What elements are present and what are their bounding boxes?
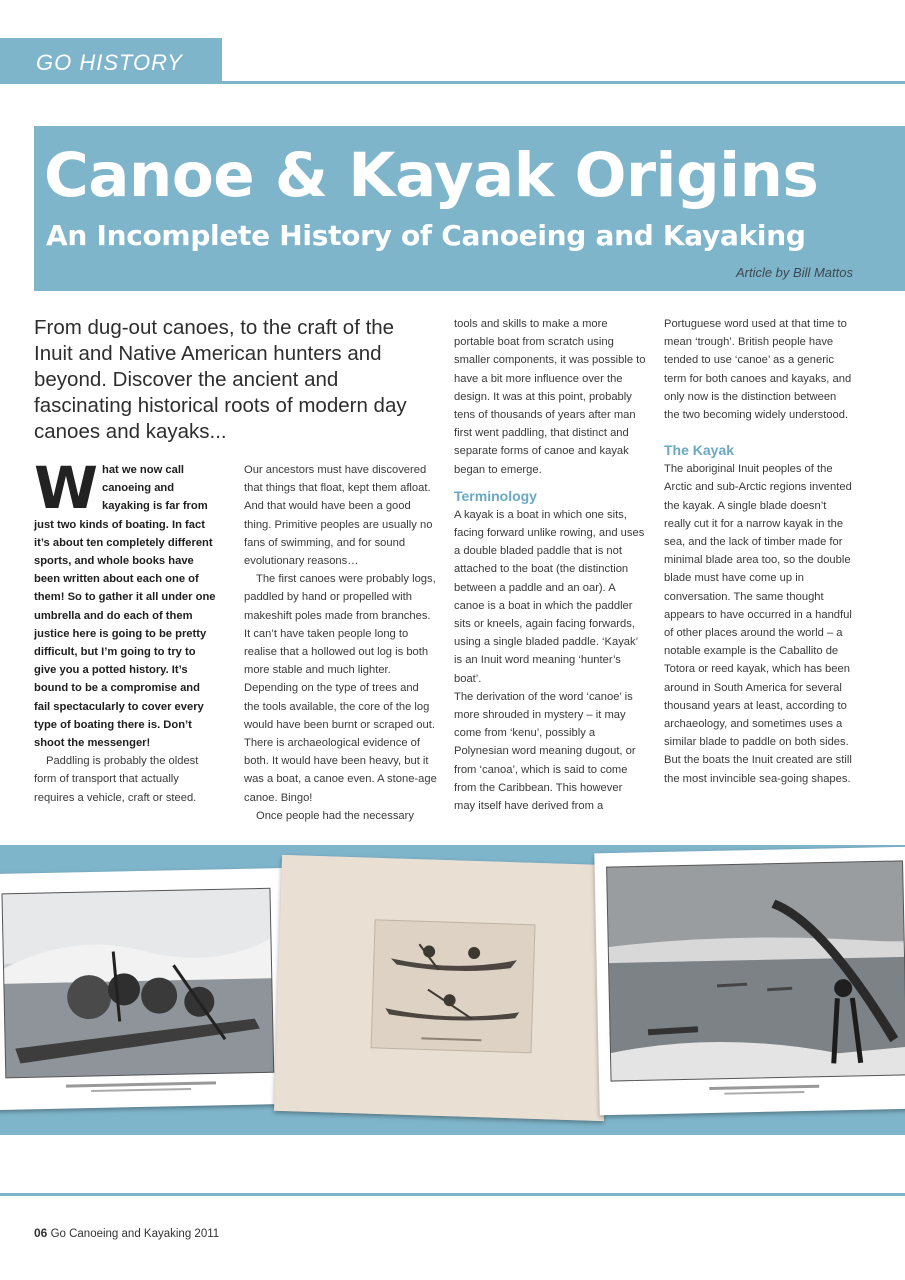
engraving-canoes (274, 855, 612, 1121)
publication-year: 2011 (194, 1228, 220, 1240)
body-paragraph: The derivation of the word ‘canoe’ is more shrouded in mystery – it may come from ‘kenu’, possibly a Polynesian word meaning dugout, or from ‘canoa’, which is said to come from the Caribbean. This however may itself have derived from a (454, 690, 636, 813)
drop-cap: W (34, 454, 98, 522)
intro-paragraph (34, 454, 217, 752)
column-2 (244, 461, 437, 825)
body-paragraph: Paddling is probably the oldest form of transport that actually requires a vehicle, craft or steed. (34, 755, 199, 804)
title-banner (34, 126, 905, 291)
body-paragraph: Once people had the necessary (256, 809, 414, 822)
engraving-kayak-carrier-image (594, 847, 905, 1116)
column-3 (454, 315, 646, 815)
column-1 (34, 454, 217, 807)
byline: Article by Bill Mattos (735, 265, 853, 280)
body-paragraph: A kayak is a boat in which one sits, facing forward unlike rowing, and uses a double bladed paddle that is not attached to the boat (the distinction between a paddle and an oar). A canoe is a boat in which the paddler sits or kneels, again facing forwards, using a single bladed paddle. ‘Kayak’ is an Inuit word meaning ‘hunter’s boat’. (454, 508, 645, 685)
body-paragraph: tools and skills to make a more portable boat from scratch using smaller components, it was possible to have a bit more influence over the design. It was at this point, probably tens of thousands of years after man first went paddling, that distinct and separate forms of canoe and kayak began to emerge. (454, 318, 646, 476)
section-tab (0, 38, 222, 84)
standfirst: From dug-out canoes, to the craft of the Inuit and Native American hunters and beyond. Discover the ancient and fascinating historical roots of modern day canoes and kayaks... (34, 316, 407, 443)
body-paragraph: Portuguese word used at that time to mean ‘trough’. British people have tended to use ‘canoe’ as a generic term for both canoes and kayaks, and only now is the distinction between the two becoming widely understood. (664, 318, 852, 422)
header-rule (222, 81, 905, 84)
engraving-canoes-image (274, 855, 612, 1121)
engraving-kayak-carrier (594, 847, 905, 1116)
article-title: Canoe & Kayak Origins (44, 140, 819, 211)
intro-text: hat we now call canoeing and kayaking is far from just two kinds of boating. In fact it’s about ten completely different sports, and whole books have been written about each one of them! So to gather it all under one umbrella and do each of them justice here is going to be pretty difficult, but I’m going to try to give you a potted history. It’s bound to be a compromise and fail spectacularly to cover every type of boating there is. Don’t shoot the messenger! (34, 464, 216, 750)
engraving-inuit-hunters (0, 868, 288, 1110)
engraving-inuit-hunters-image (0, 868, 288, 1110)
subhead-terminology: Terminology (454, 487, 537, 504)
column-4 (664, 315, 854, 788)
footer-rule (0, 1193, 905, 1196)
subhead-kayak: The Kayak (664, 442, 735, 459)
body-paragraph: Our ancestors must have discovered that things that float, kept them afloat. And that would have been a good thing. Primitive peoples are usually no fans of swimming, and for sound evolutionary reasons… (244, 464, 433, 568)
article-subtitle: An Incomplete History of Canoeing and Kayaking (46, 219, 806, 252)
section-label: GO HISTORY (36, 50, 183, 75)
page-footer (34, 1226, 219, 1240)
publication-name: Go Canoeing and Kayaking (50, 1228, 192, 1240)
page-number: 06 (34, 1226, 48, 1240)
body-paragraph: The first canoes were probably logs, paddled by hand or propelled with makeshift poles made from branches. It can’t have taken people long to realise that a hollowed out log is both more stable and much lighter. Depending on the type of trees and the tools available, the core of the log would have been burnt or scraped out. There is archaeological evidence of both. It would have been heavy, but it was a boat, a canoe even. A stone-age canoe. Bingo! (244, 573, 437, 804)
body-paragraph: The aboriginal Inuit peoples of the Arctic and sub-Arctic regions invented the kayak. A single blade doesn’t really cut it for a narrow kayak in the sea, and the lack of timber made for minimal blade area too, so the double blade must have come up in conversation. The same thought appears to have occurred in a handful of other places around the world – a notable example is the Caballito de Totora or reed kayak, which has been around in South America for several thousand years at least, according to archaeology, and sometimes uses a similar blade to paddle on both sides. But the boats the Inuit created are still the most invincible sea-going shapes. (664, 463, 852, 785)
